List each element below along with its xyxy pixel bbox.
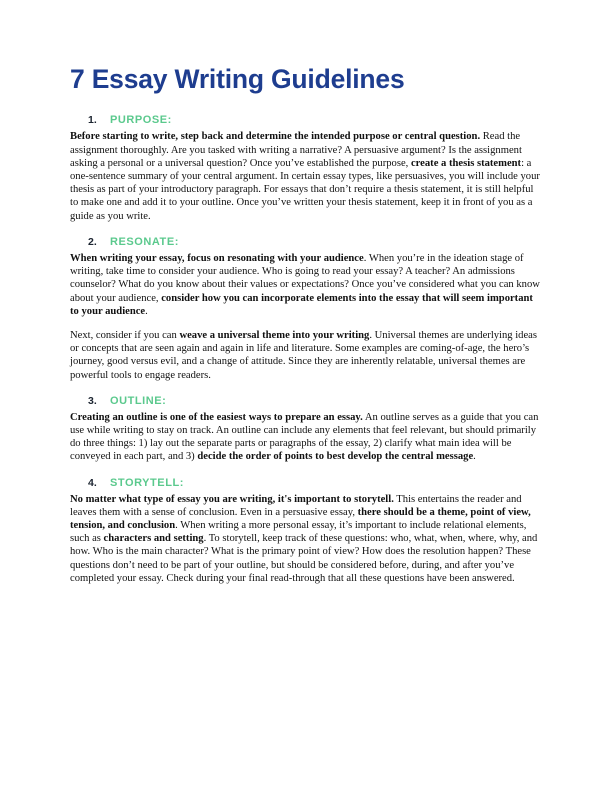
emphasis-text: Creating an outline is one of the easiest ways to prepare an essay. xyxy=(70,411,363,423)
guideline-section xyxy=(70,114,542,222)
document-content xyxy=(70,64,542,585)
sections-container xyxy=(70,114,542,584)
emphasis-text: No matter what type of essay you are writing, it's important to storytell. xyxy=(70,493,394,505)
section-number: 3. xyxy=(88,394,97,407)
body-text: Next, consider if you can xyxy=(70,329,180,341)
body-text: An outline serves as a guide that you can use while writing to stay on track. An outline can include any elements that feel relevant, but should primarily do three things: 1) lay out the separate parts or paragraphs of the essay, 2) clarify what main idea will be conveyed in each part, and 3) xyxy=(70,411,539,463)
section-title: OUTLINE: xyxy=(110,394,167,407)
body-paragraph xyxy=(70,252,542,318)
emphasis-text: decide the order of points to best develop the central message xyxy=(197,451,474,463)
body-paragraph xyxy=(70,411,542,464)
section-number: 1. xyxy=(88,114,97,127)
section-heading xyxy=(70,236,542,248)
section-title: RESONATE: xyxy=(110,235,179,248)
emphasis-text: create a thesis statement xyxy=(410,157,522,169)
guideline-section xyxy=(70,477,542,585)
emphasis-text: consider how you can incorporate elements into the essay that will seem important to your audience xyxy=(70,292,533,317)
emphasis-text: there should be a theme, point of view, tension, and conclusion xyxy=(70,506,531,531)
section-title: PURPOSE: xyxy=(110,114,172,127)
body-text: . xyxy=(145,305,148,317)
section-heading xyxy=(70,114,542,126)
body-paragraph xyxy=(70,493,542,585)
body-text: This entertains the reader and leaves them with a sense of conclusion. Even in a persuasive essay, xyxy=(70,493,522,518)
emphasis-text: Before starting to write, step back and determine the intended purpose or central question. xyxy=(70,131,481,143)
body-text: . When you’re in the ideation stage of writing, take time to consider your audience. Who is going to read your essay? A teacher? An admissions counselor? What do you know about their values or expectations? Once you’ve considered what you can know about your audience, xyxy=(70,252,540,304)
emphasis-text: characters and setting xyxy=(103,533,204,545)
body-text: . To storytell, keep track of these questions: who, what, when, where, why, and how. Who is the main character? What is the primary point of view? How does the resolution happen? These questions don’t need to be part of your outline, but should be considered before, during, and after you’ve completed your essay. Check during your final read-through that all these questions have been answered. xyxy=(70,533,538,584)
body-text: . When writing a more personal essay, it’s important to include relational elements, such as xyxy=(70,519,527,545)
page-title: 7 Essay Writing Guidelines xyxy=(70,64,405,94)
emphasis-text: When writing your essay, focus on resonating with your audience xyxy=(70,252,364,264)
guideline-section xyxy=(70,395,542,464)
section-number: 4. xyxy=(88,476,97,489)
body-text: : a one-sentence summary of your central argument. In certain essay types, like persuasives, you will include your thesis as part of your introductory paragraph. For essays that don’t require a thesis statement, it is still helpful to make one and add it to your outline. Once you’ve written your thesis statement, keep it in front of you as a guide as you write. xyxy=(70,157,540,222)
body-text: . Universal themes are underlying ideas or concepts that are seen again and again in life and literature. Some examples are coming-of-age, the hero’s journey, good versus evil, and a change of attitude. Since they are inherently relatable, universal themes are powerful tools to engage readers. xyxy=(70,329,538,381)
body-paragraph xyxy=(70,130,542,222)
section-heading xyxy=(70,395,542,407)
section-heading xyxy=(70,477,542,489)
body-text: . xyxy=(473,451,476,463)
section-title: STORYTELL: xyxy=(110,476,184,489)
guideline-section xyxy=(70,236,542,382)
emphasis-text: weave a universal theme into your writing xyxy=(179,329,370,341)
body-paragraph xyxy=(70,329,542,382)
body-text: Read the assignment thoroughly. Are you tasked with writing a narrative? A persuasive argument? Is the assignment asking a personal or a universal question? Once you’ve established the purpose, xyxy=(70,131,522,169)
section-number: 2. xyxy=(88,235,97,248)
